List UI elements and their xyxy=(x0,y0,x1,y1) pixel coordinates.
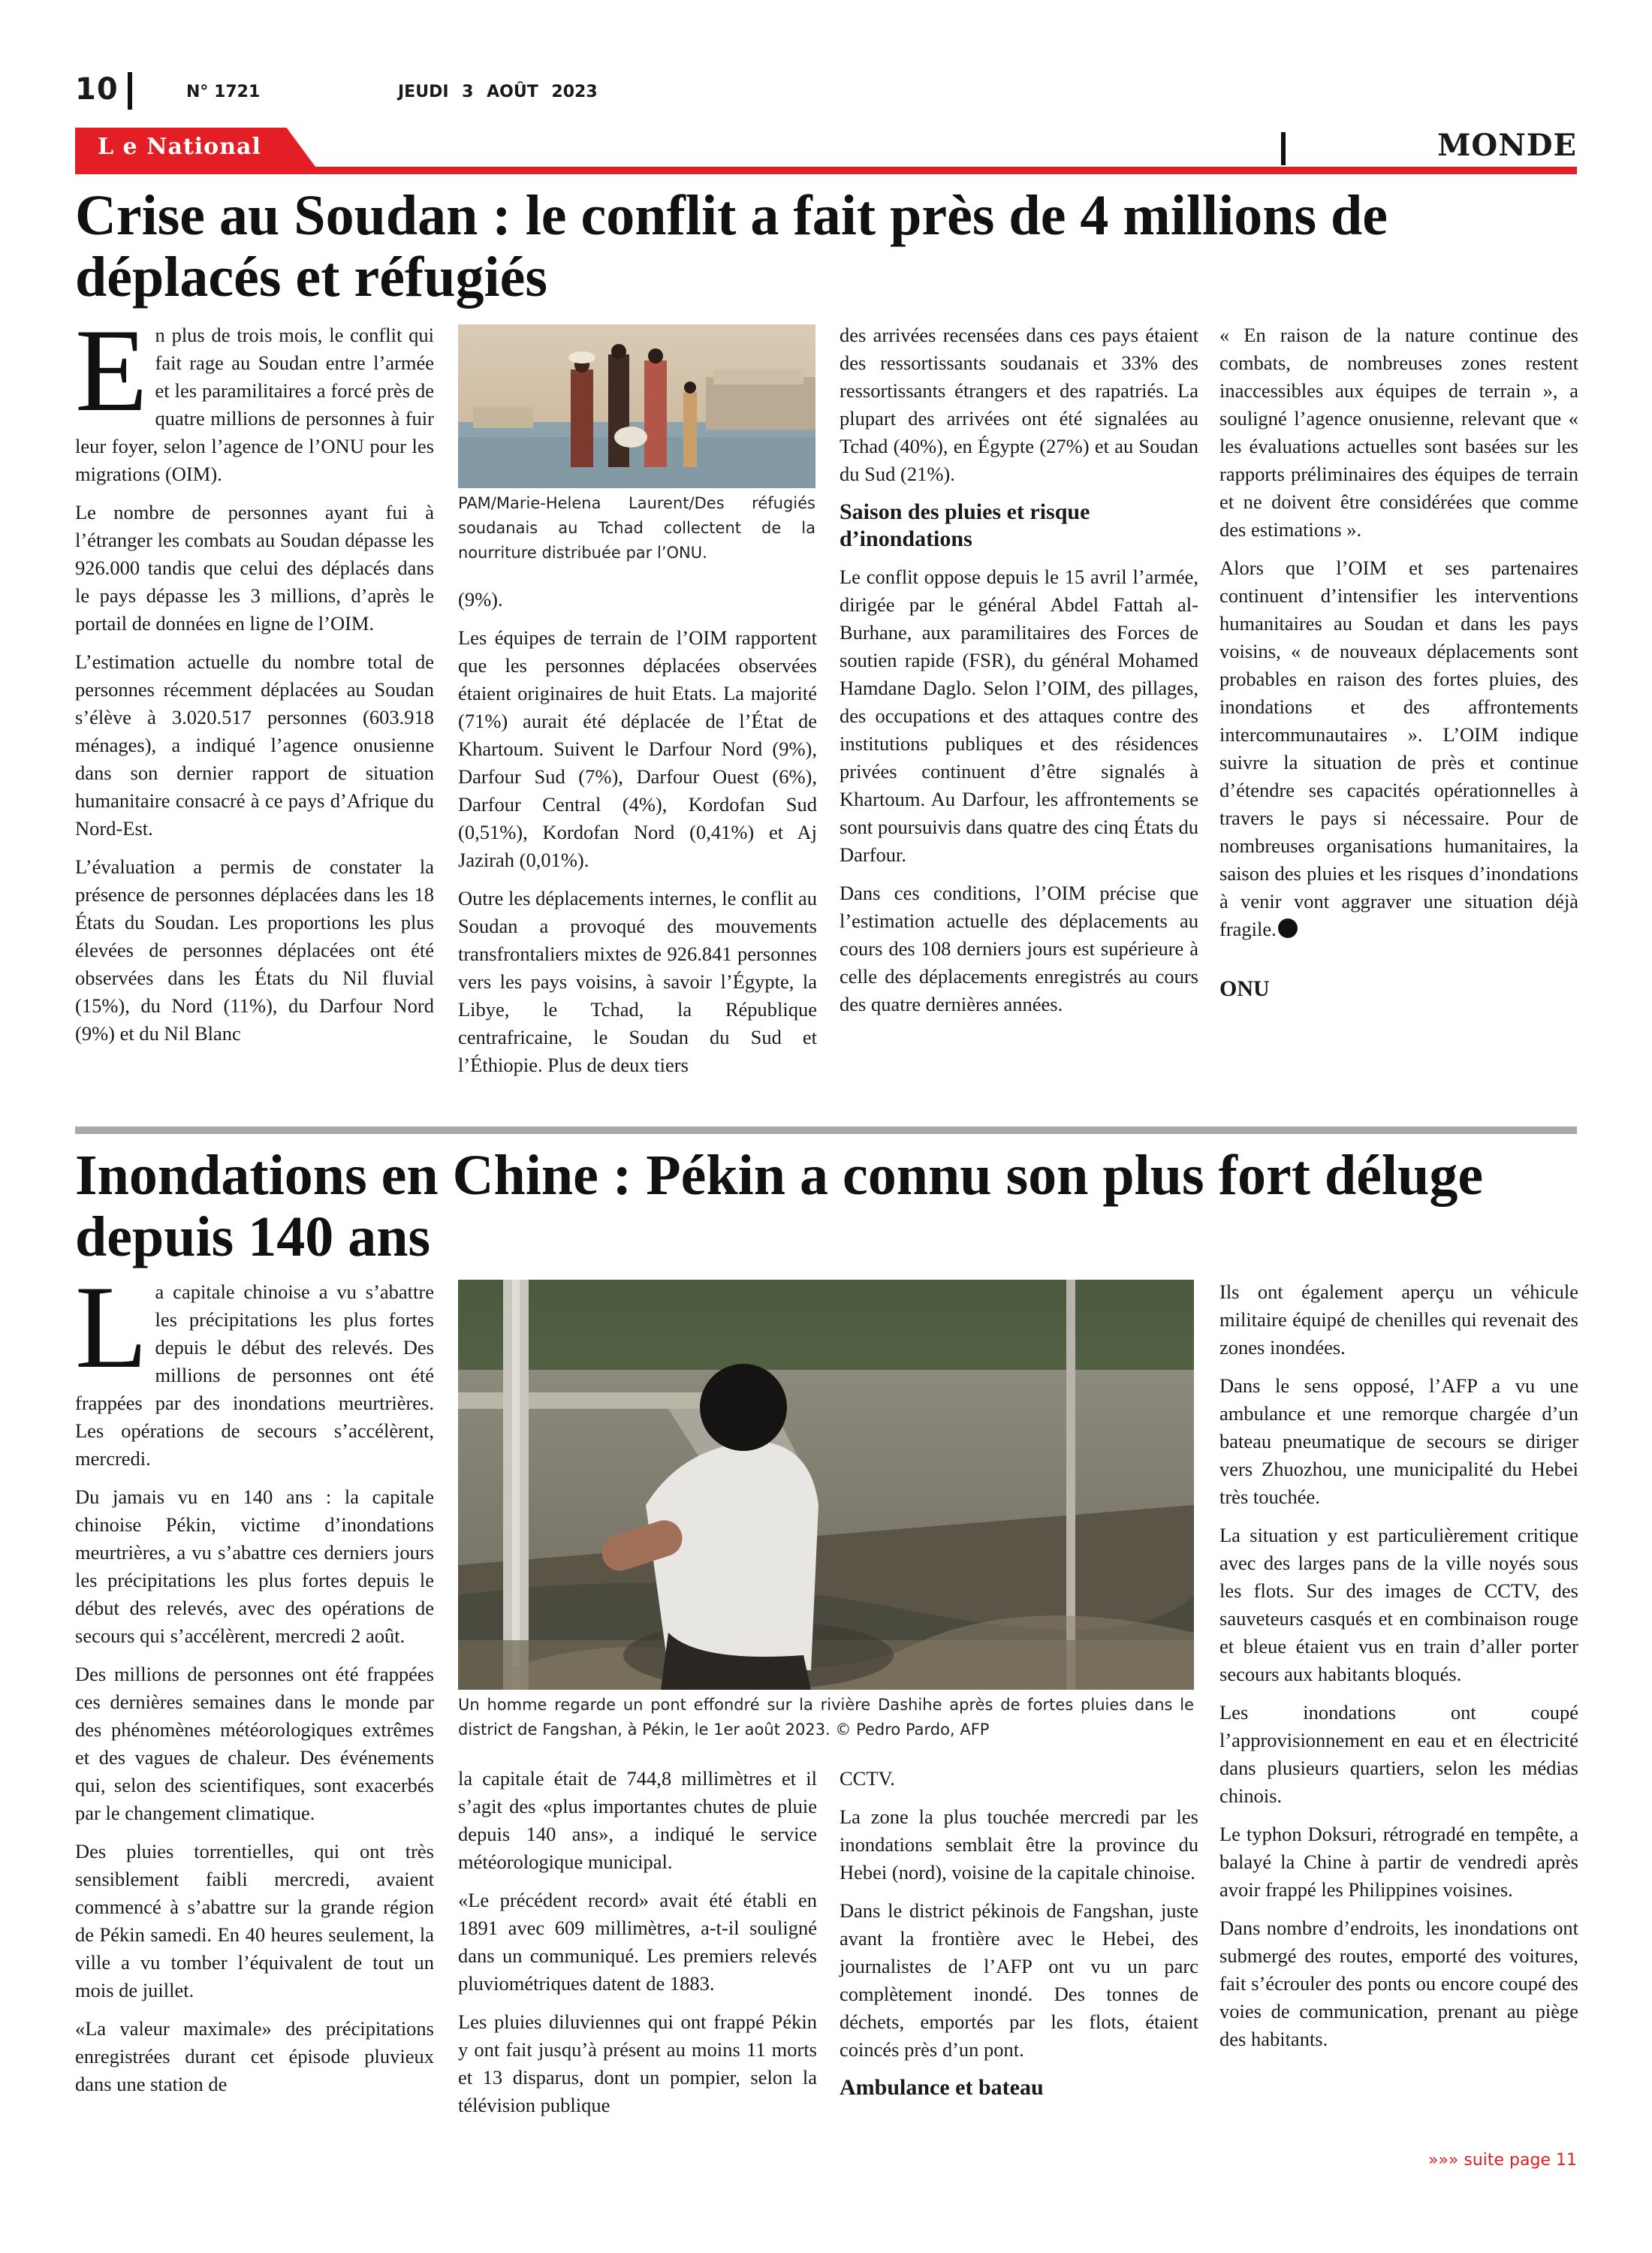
article2-column-3 xyxy=(840,1765,1198,2112)
article2-paragraph: la capitale était de 744,8 millimètres et il s’agit des «plus importantes chutes de pluie depuis 140 ans», a indiqué le service météorologique municipal. xyxy=(458,1767,817,1873)
article2-paragraph: Les inondations ont coupé l’approvisionnement en eau et en électricité dans plusieurs quartiers, selon les médias chinois. xyxy=(1219,1701,1578,1807)
article1-signature: ONU xyxy=(1219,976,1270,1001)
article2-subhead: Ambulance et bateau xyxy=(840,2075,1044,2100)
article2-column-2 xyxy=(458,1765,817,2119)
article2-column-1 xyxy=(75,1262,434,2098)
article1-photo-caption: PAM/Marie-Helena Laurent/Des réfugiés soudanais au Tchad collectent de la nourriture distribuée par l’ONU. xyxy=(458,494,815,562)
article2-lead: La capitale chinoise a vu s’abattre les précipitations les plus fortes depuis le début des relevés. Des millions de personnes ont été frappées par des inondations meurtrières. Les opérations de secours s’accélèrent, mercredi. xyxy=(75,1262,434,1470)
article1-title: Crise au Soudan : le conflit a fait près de 4 millions de déplacés et réfugiés xyxy=(75,184,1388,309)
brand-band xyxy=(75,128,1577,174)
article1-column-1 xyxy=(75,305,434,1048)
article2-paragraph: La situation y est particulièrement critique avec des larges pans de la ville noyés sous les flots. Sur des images de CCTV, des sauveteurs casqués et en combinaison rouge et bleue étaient vus en train d’aller porter secours aux habitants bloqués. xyxy=(1219,1524,1578,1685)
article2-paragraph: «Le précédent record» avait été établi en 1891 avec 609 millimètres, a-t-il souligné dans un communiqué. Les premiers relevés pluviométriques datent de 1883. xyxy=(458,1889,817,1995)
refugees-photo-illustration xyxy=(458,324,815,488)
article1-paragraph: L’estimation actuelle du nombre total de personnes récemment déplacées au Soudan s’élève à 3.020.517 personnes (603.918 ménages), a indiqué l’agence onusienne dans son dernier rapport de situation humanitaire consacré à ce pays d’Afrique du Nord-Est. xyxy=(75,650,434,840)
article1-dropcap: E xyxy=(75,305,148,436)
article1-subhead: Saison des pluies et risque d’inondations xyxy=(840,499,1090,551)
article2-paragraph: La zone la plus touchée mercredi par les inondations semblait être la province du Hebei (nord), voisine de la capitale chinoise. xyxy=(840,1805,1198,1884)
article1-paragraph: Outre les déplacements internes, le conflit au Soudan a provoqué des mouvements transfrontaliers mixtes de 926.841 personnes vers les pays voisins, à savoir l’Égypte, la Libye, le Tchad, la République centrafricaine, le Soudan du Sud et l’Éthiopie. Plus de deux tiers xyxy=(458,887,817,1076)
continued-on-next-page-link[interactable]: »»» suite page 11 xyxy=(1428,2151,1577,2170)
article2-paragraph: CCTV. xyxy=(840,1767,895,1790)
article2-paragraph: Les pluies diluviennes qui ont frappé Pékin y ont fait jusqu’à présent au moins 11 morts et 13 disparus, dont un pompier, selon la télévision publique xyxy=(458,2010,817,2116)
newspaper-logo: L e National xyxy=(98,134,261,160)
article2-photo xyxy=(458,1280,1194,1690)
article1-paragraph: des arrivées recensées dans ces pays étaient des ressortissants soudanais et 33% des ressortissants étrangers et des rapatriés. La plupart des arrivées ont été signalées au Tchad (40%), en Égypte (27%) et au Soudan du Sud (21%). xyxy=(840,324,1198,485)
brand-rule xyxy=(75,167,1577,174)
article2-dropcap: L xyxy=(75,1262,148,1393)
page-number-divider xyxy=(128,72,132,110)
end-of-article-icon xyxy=(1278,918,1298,938)
article2-paragraph: Le typhon Doksuri, rétrogradé en tempête, a balayé la Chine à partir de vendredi après avoir frappé les Philippines voisines. xyxy=(1219,1823,1578,1901)
article1-paragraph: « En raison de la nature continue des combats, de nombreuses zones restent inaccessibles aux équipes de terrain », a souligné l’agence onusienne, relevant que « les évaluations actuelles sont basées sur les rapports préliminaires des équipes de terrain et ne doivent être considérées que comme des estimations ». xyxy=(1219,324,1578,541)
issue-number: N° 1721 xyxy=(186,83,261,101)
article1-paragraph: Dans ces conditions, l’OIM précise que l’estimation actuelle des déplacements au cours des 108 derniers jours est supérieure à celle des déplacements enregistrés au cours des quatre dernières années. xyxy=(840,882,1198,1015)
article1-lead: En plus de trois mois, le conflit qui fait rage au Soudan entre l’armée et les paramilitaires a forcé près de quatre millions de personnes à fuir leur foyer, selon l’agence de l’ONU pour les migrations (OIM). xyxy=(75,305,434,485)
article2-paragraph: Dans le sens opposé, l’AFP a vu une ambulance et une remorque chargée d’un bateau pneumatique de secours se diriger vers Zhuozhou, une municipalité du Hebei très touchée. xyxy=(1219,1374,1578,1508)
section-divider xyxy=(75,1126,1577,1134)
article1-paragraph: Le nombre de personnes ayant fui à l’étranger les combats au Soudan dépasse les 926.000 tandis que celui des déplacés dans le pays dépasse les 3 millions, d’après le portail de données en ligne de l’OIM. xyxy=(75,501,434,635)
article2-paragraph: Dans le district pékinois de Fangshan, juste avant la frontière avec le Hebei, des journalistes de l’AFP ont vu un parc complètement inondé. Des tonnes de déchets, emportés par les flots, étaient coincés près d’un pont. xyxy=(840,1899,1198,2061)
section-rubric: MONDE xyxy=(1437,128,1577,163)
article1-column-2 xyxy=(458,586,817,1079)
article1-paragraph: Le conflit oppose depuis le 15 avril l’armée, dirigée par le général Abdel Fattah al-Burhane, aux paramilitaires des Forces de soutien rapide (FSR), du général Mohamed Hamdane Daglo. Selon l’OIM, des pillages, des occupations et des attaques contre des institutions publiques et des résidences privées continuent d’être signalés à Khartoum. Au Darfour, les affrontements se sont poursuivis dans quatre des cinq États du Darfour. xyxy=(840,566,1198,866)
article2-title: Inondations en Chine : Pékin a connu son plus fort déluge depuis 140 ans xyxy=(75,1144,1484,1268)
issue-date: JEUDI 3 AOÛT 2023 xyxy=(398,83,598,101)
page-header xyxy=(75,72,1577,117)
article1-column-3 xyxy=(840,321,1198,1018)
rubric-divider xyxy=(1281,132,1286,165)
article2-paragraph: Du jamais vu en 140 ans : la capitale chinoise Pékin, victime d’inondations meurtrières, a vu s’abattre ces derniers jours les précipitations les plus fortes depuis le début des relevés, avec des opérations de secours qui s’accélèrent, mercredi 2 août. xyxy=(75,1485,434,1647)
article2-column-4 xyxy=(1219,1278,1578,2053)
article2-paragraph: «La valeur maximale» des précipitations enregistrées durant cet épisode pluvieux dans une station de xyxy=(75,2017,434,2095)
article2-paragraph: Ils ont également aperçu un véhicule militaire équipé de chenilles qui revenait des zones inondées. xyxy=(1219,1280,1578,1359)
article1-paragraph: (9%). xyxy=(458,588,503,611)
article2-paragraph: Dans nombre d’endroits, les inondations ont submergé des routes, emporté des voitures, fait s’écrouler des ponts ou encore coupé des voies de communication, prenant au piège des habitants. xyxy=(1219,1917,1578,2050)
page-number: 10 xyxy=(75,72,119,107)
article1-paragraph: L’évaluation a permis de constater la présence de personnes déplacées dans les 18 États du Soudan. Les proportions les plus élevées de personnes déplacées ont été observées dans les États du Nil fluvial (15%), du Nord (11%), du Darfour Nord (9%) et du Nil Blanc xyxy=(75,855,434,1045)
article1-photo xyxy=(458,324,815,488)
article1-paragraph: Les équipes de terrain de l’OIM rapportent que les personnes déplacées observées étaient originaires de huit Etats. La majorité (71%) aurait été déplacée de l’État de Khartoum. Suivent le Darfour Nord (9%), Darfour Sud (7%), Darfour Ouest (6%), Darfour Central (4%), Kordofan Sud (0,51%), Kordofan Nord (0,41%) et Aj Jazirah (0,01%). xyxy=(458,626,817,871)
article2-paragraph: Des millions de personnes ont été frappées ces dernières semaines dans le monde par des phénomènes météorologiques extrêmes et des vagues de chaleur. Des événements qui, selon des scientifiques, sont exacerbés par le changement climatique. xyxy=(75,1663,434,1824)
article2-photo-caption: Un homme regarde un pont effondré sur la rivière Dashihe après de fortes pluies dans le district de Fangshan, à Pékin, le 1er août 2023. © Pedro Pardo, AFP xyxy=(458,1696,1194,1739)
article2-paragraph: Des pluies torrentielles, qui ont très sensiblement faibli mercredi, avaient commencé à s’abattre sur la grande région de Pékin samedi. En 40 heures seulement, la ville a vu tomber l’équivalent de tout un mois de juillet. xyxy=(75,1840,434,2001)
article1-paragraph: Alors que l’OIM et ses partenaires continuent d’intensifier les interventions humanitaires au Soudan et dans les pays voisins, « de nouveaux déplacements sont probables en raison des fortes pluies, des inondations et des affrontements intercommunautaires ». L’OIM indique suivre la situation de près et continue d’étendre ses capacités opérationnelles à travers le pays si nécessaire. Pour de nombreuses organisations humanitaires, la saison des pluies et les risques d’inondations à venir vont aggraver une situation déjà fragile. xyxy=(1219,556,1578,940)
article1-column-4 xyxy=(1219,321,1578,1003)
flood-photo-illustration xyxy=(458,1280,1194,1690)
